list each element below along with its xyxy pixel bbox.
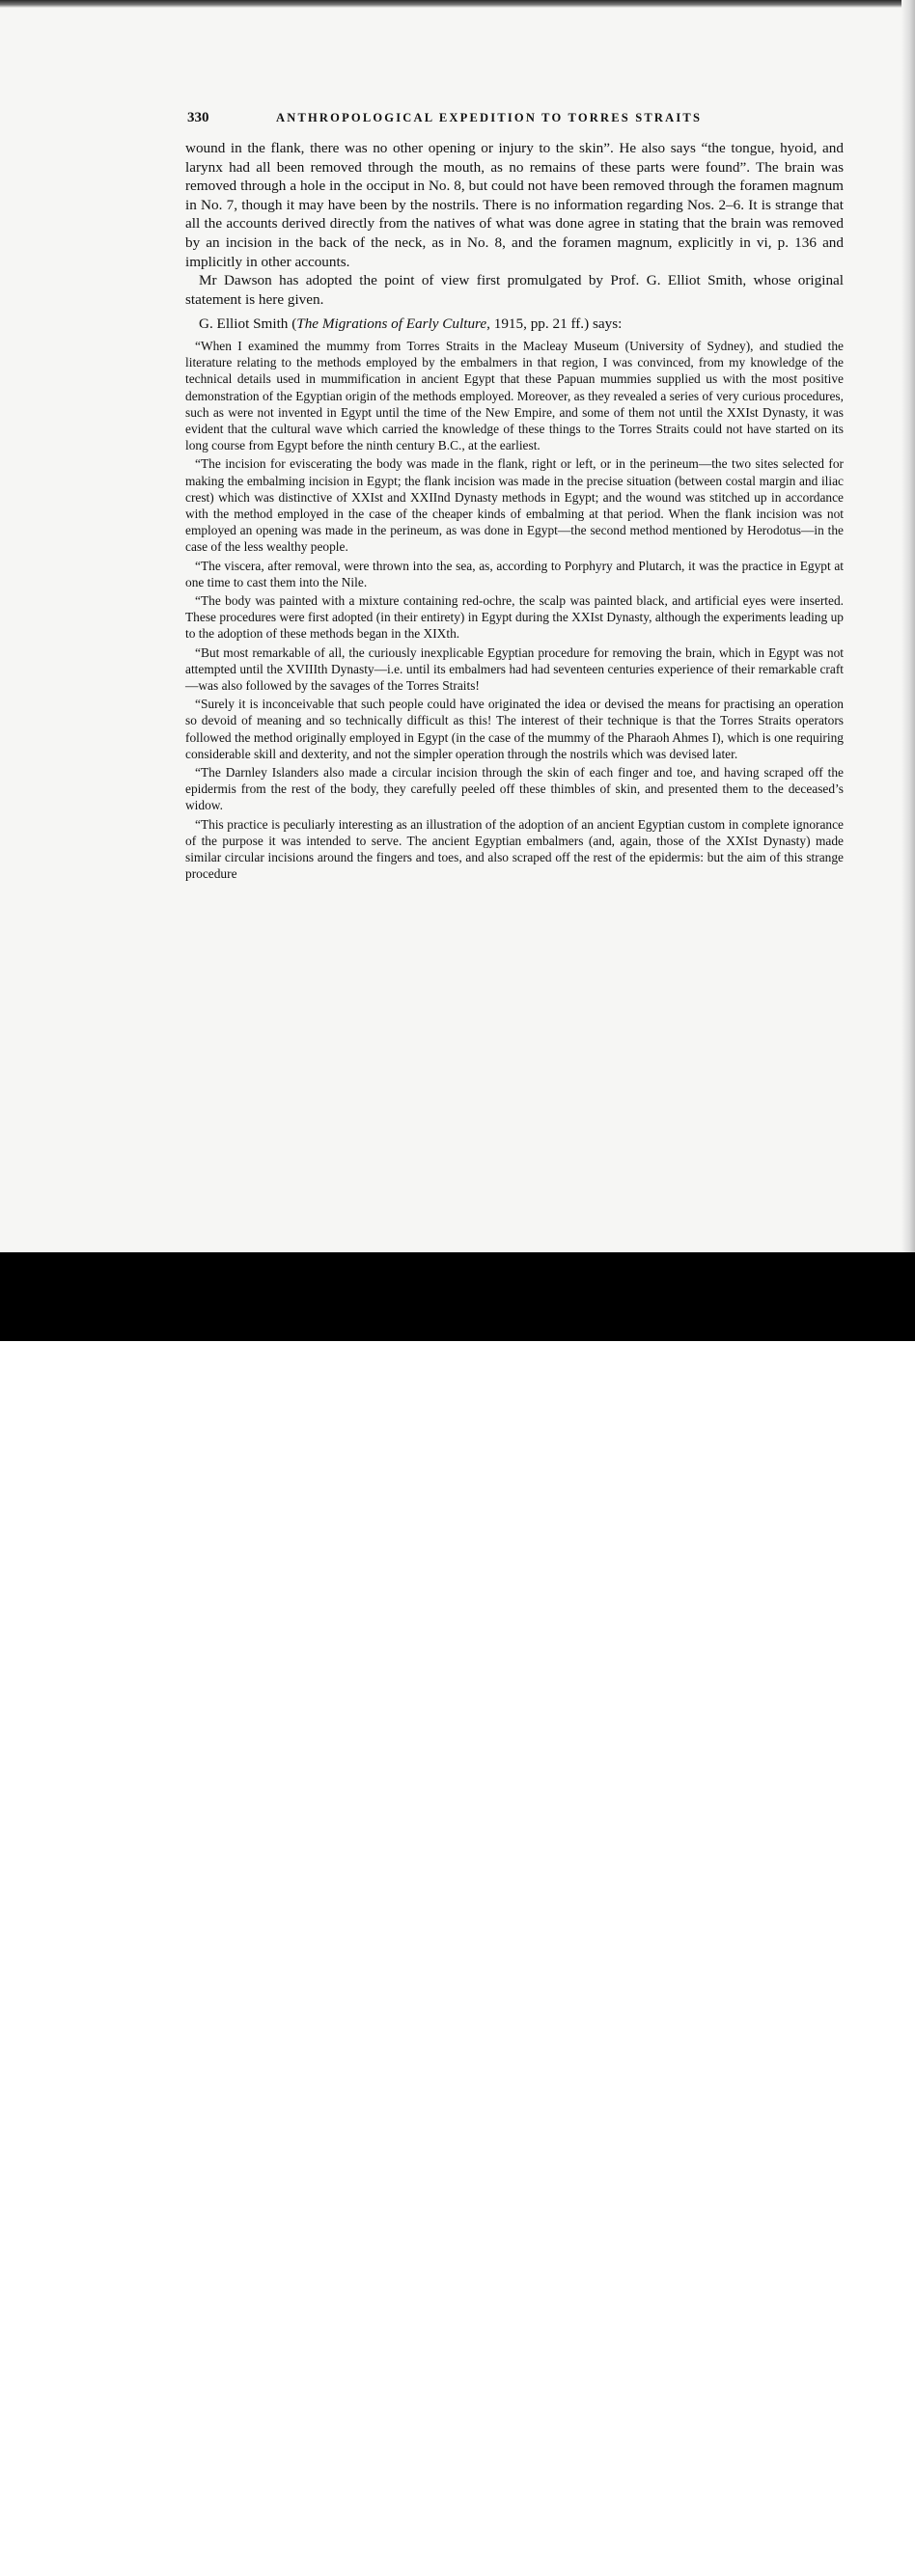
watermark-image-id: 2BDM6AJ: [842, 2519, 903, 2535]
quote-paragraph: “The Darnley Islanders also made a circular incision through the skin of each finger and toe, and having scraped off the epidermis from the rest of the body, they carefully peeled off these thimbles of skin, and presented them to the deceased’s widow.: [185, 765, 844, 813]
citation-book-title: The Migrations of Early Culture: [296, 315, 487, 333]
scanned-page: [0, 0, 915, 1252]
watermark-info: [814, 2518, 903, 2576]
quote-paragraph: “The viscera, after removal, were thrown into the sea, as, according to Porphyry and Plutarch, it was the practice in Egypt at one time to cast them into the Nile.: [185, 558, 844, 589]
paragraph-dawson: Mr Dawson has adopted the point of view first promulgated by Prof. G. Elliot Smith, whose original statement is here given.: [185, 272, 844, 308]
running-head: ANTHROPOLOGICAL EXPEDITION TO TORRES STRAITS: [276, 111, 703, 124]
quote-paragraph: “This practice is peculiarly interesting as an illustration of the adoption of an ancient Egyptian custom in complete ignorance of the purpose it was intended to serve. The ancient Egyptian embalmers (and, again, those of the XXIst Dynasty) made similar circular incisions around the fingers and toes, and also scraped off the rest of the epidermis: but the aim of this strange procedure: [185, 816, 844, 882]
watermark-band: [0, 1252, 915, 2574]
scan-top-edge: [0, 0, 915, 8]
body-text: [185, 139, 844, 882]
page-header: [187, 110, 844, 131]
quote-paragraph: “The body was painted with a mixture containing red-ochre, the scalp was painted black, and artificial eyes were inserted. These procedures were first adopted (in their entirety) in Egypt during the XXIst Dynasty, although the experiments leading up to the adoption of these methods began in the XIXth.: [185, 592, 844, 642]
watermark-logo: alamy: [8, 2518, 113, 2561]
scan-right-edge: [901, 0, 915, 1252]
citation-details: , 1915, pp. 21 ff.) says:: [486, 315, 623, 333]
quote-paragraph: “Surely it is inconceivable that such people could have originated the idea or devised the means for practising an operation so devoid of meaning and so technically difficult as this! The interest of their technique is that the Torres Straits operators followed the method originally employed in Egypt (in the case of the mummy of the Pharaoh Ahmes I), which is one requiring considerable skill and dexterity, and not the simpler operation through the nostrils which was devised later.: [185, 697, 844, 761]
watermark-url: www.alamy.com: [814, 2560, 903, 2574]
page-number: 330: [187, 110, 209, 125]
quote-paragraph: “But most remarkable of all, the curiously inexplicable Egyptian procedure for removing the brain, which in Egypt was not attempted until the XVIIIth Dynasty—i.e. until its embalmers had had seventeen centuries experience of their remarkable craft—was also followed by the savages of the Torres Straits!: [185, 644, 844, 693]
paragraph-continuation: wound in the flank, there was no other opening or injury to the skin”. He also says “the tongue, hyoid, and larynx had all been removed through the mouth, as no remains of these parts were found”. The brain was removed through a hole in the occiput in No. 8, but could not have been removed through the foramen magnum in No. 7, though it may have been by the nostrils. There is no information regarding Nos. 2–6. It is strange that all the accounts derived directly from the natives of what was done agree in stating that the brain was removed by an incision in the back of the neck, as in No. 8, and the foramen magnum, explicitly in vi, p. 136 and implicitly in other accounts.: [185, 140, 844, 270]
block-quote: [185, 338, 844, 883]
paragraph-citation-intro: [185, 315, 844, 334]
quote-paragraph: “When I examined the mummy from Torres Straits in the Macleay Museum (University of Sydney), and studied the literature relating to the methods employed by the embalmers in that region, I was convinced, from my knowledge of the technical details used in mummification in ancient Egypt that these Papuan mummies supplied us with the most positive demonstration of the Egyptian origin of the methods employed. Moreover, as they revealed a series of very curious procedures, such as were not invented in Egypt until the time of the New Empire, and some of them not until the XXIst Dynasty, it was evident that the cultural wave which carried the knowledge of these things to the Torres Straits could not have started on its long course from Egypt before the ninth century B.C., at the earliest.: [185, 338, 844, 453]
quote-paragraph: “The incision for eviscerating the body was made in the flank, right or left, or in the perineum—the two sites selected for making the embalming incision in Egypt; the flank incision was made in the precise situation (between costal margin and iliac crest) which was distinctive of XXIst and XXIInd Dynasty methods in Egypt; and the wound was stitched up in accordance with the method employed in the case of the cheaper kinds of embalming at that period. When the flank incision was not employed an opening was made in the perineum, as was done in Egypt—the second method mentioned by Herodotus—in the case of the less wealthy people.: [185, 456, 844, 555]
citation-author: G. Elliot Smith (: [199, 315, 297, 333]
